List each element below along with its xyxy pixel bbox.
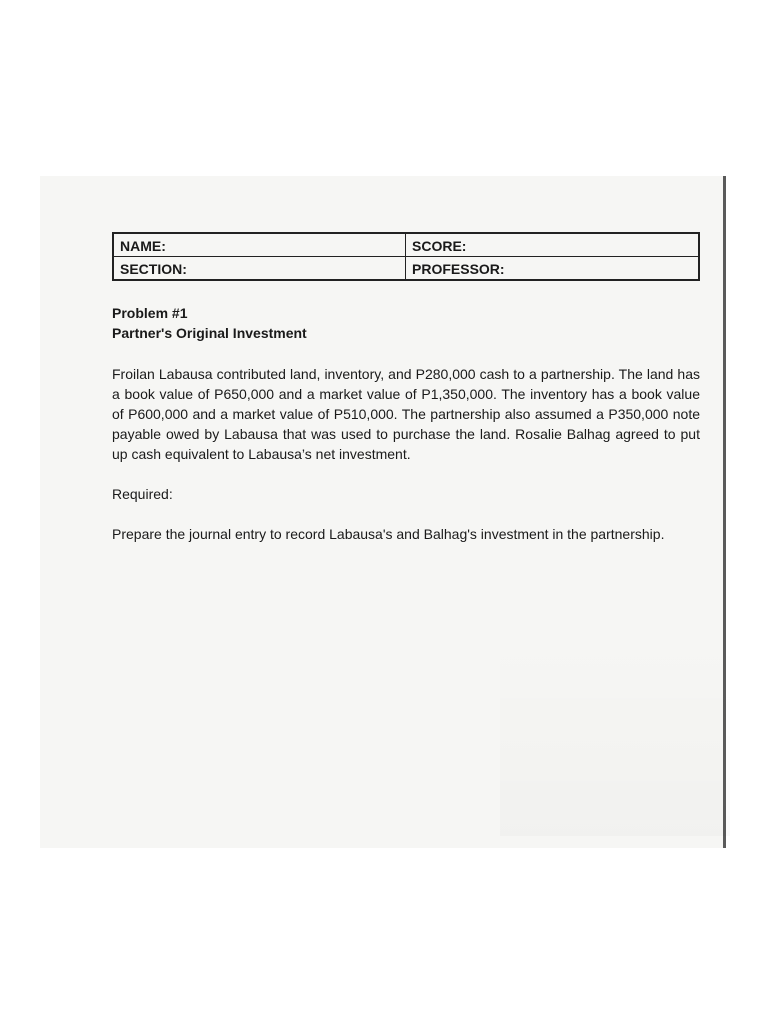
info-row [113, 257, 699, 281]
problem-body: Froilan Labausa contributed land, inventory, and P280,000 cash to a partnership. The land has a book value of P650,000 and a market value of P1,350,000. The inventory has a book value of P600,000 and a market value of P510,000. The partnership also assumed a P350,000 note payable owed by Labausa that was used to purchase the land. Rosalie Balhag agreed to put up cash equivalent to Labausa’s net investment. [112, 366, 700, 462]
required-label: Required: [112, 486, 173, 502]
professor-field-label: PROFESSOR: [406, 257, 700, 281]
info-row [113, 233, 699, 257]
student-info-table [112, 232, 700, 281]
name-field-label: NAME: [113, 233, 406, 257]
score-field-label: SCORE: [406, 233, 700, 257]
problem-title: Partner's Original Investment [112, 325, 307, 341]
problem-number: Problem #1 [112, 305, 188, 321]
section-field-label: SECTION: [113, 257, 406, 281]
problem-instruction: Prepare the journal entry to record Labausa's and Balhag's investment in the partnership. [112, 526, 665, 542]
problem-content [112, 303, 700, 544]
